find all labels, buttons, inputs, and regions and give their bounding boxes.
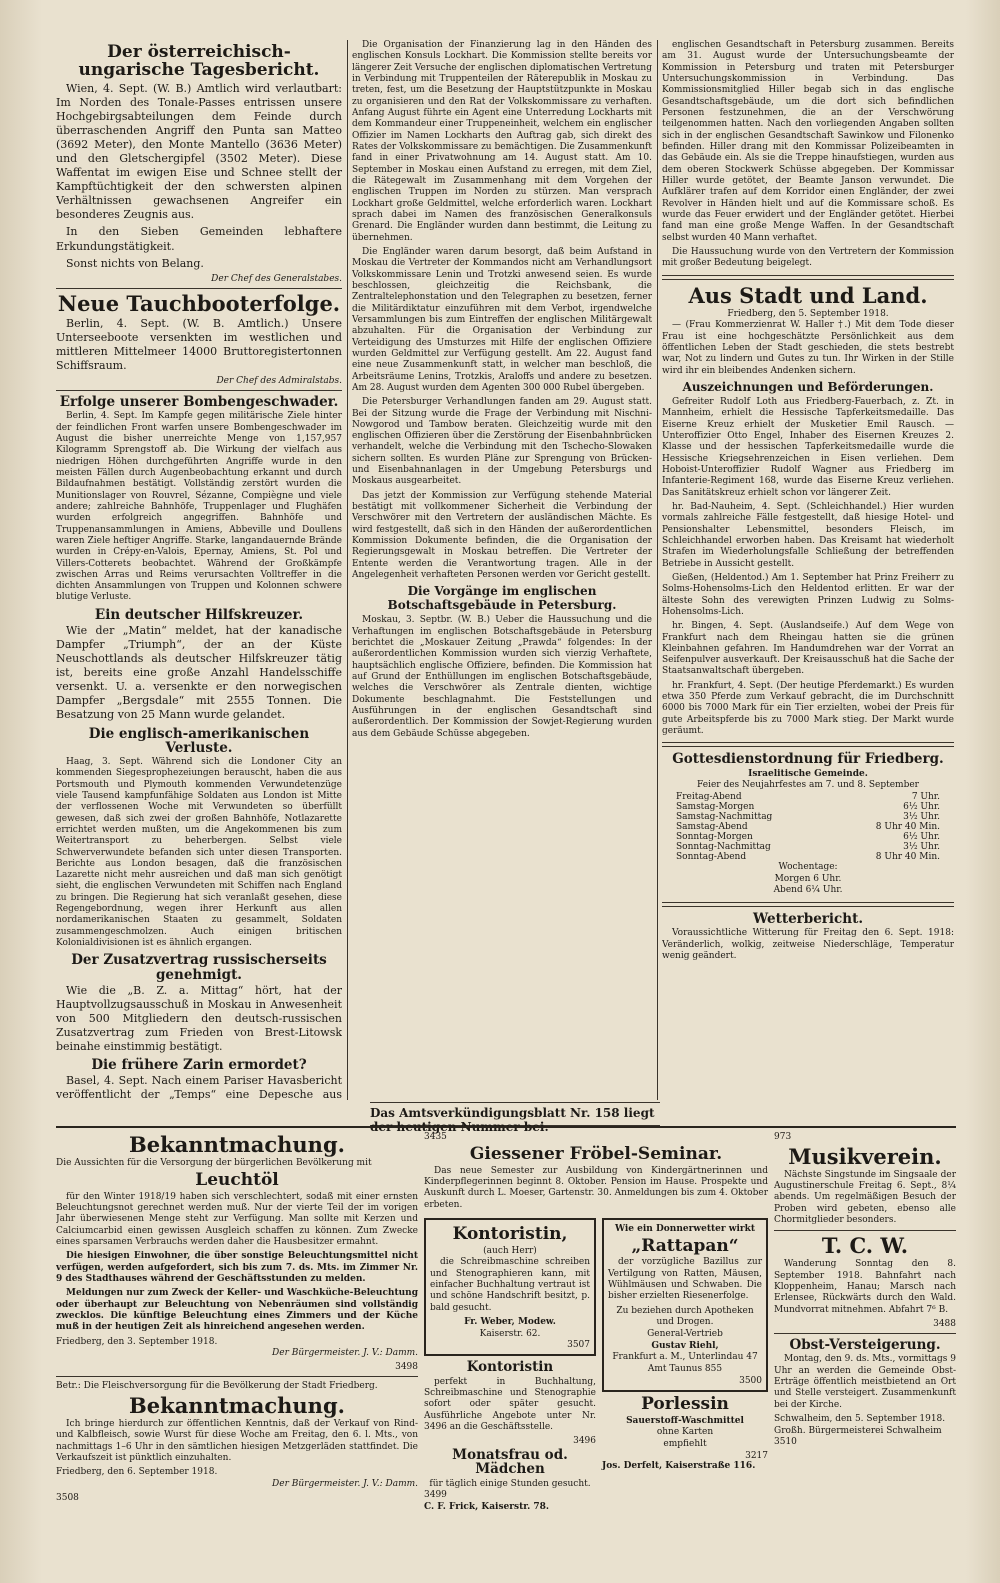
article-text: Die Organisation der Finanzierung lag in den Händen des englischen Konsuls Lockhart. Die Kommission stellte bereits vor längerer Zeit Versuche der englischen diplomatischen Vertretung in Verbindung mit Truppenteilen der Räterepublik in Moskau zu treten, fest, um die Besetzung der Hauptstützpunkte in Moskau zu organisieren und den Rat der Volkskommissare zu verhaften. Anfang August führte ein Agent eine Unterredung Lockharts mit dem Kommandeur einer Truppeneinheit, welchem ein englischer Offizier im Namen Lockharts den Auftrag gab, sich direkt des Rates der Volkskommissare zu bemächtigen. Die Zusammenkunft fand in einer Privatwohnung am 14. August statt. Am 10. September in Moskau einen Aufstand zu erregen, mit dem Ziel, die Rätegewalt im Zusammenhang mit dem Vorgehen der englischen Truppen im Norden zu stürzen. Man versprach Lockhart große Geldmittel, welche erforderlich waren. Lockhart sprach dabei im Namen des französischen Generalkonsuls Grenard. Die Engländer wurden dann bestimmt, die Leitung zu übernehmen.	[352, 40, 652, 243]
ad-title-announcement: Bekanntmachung.	[129, 1132, 345, 1157]
ad-number: 3435	[424, 1132, 447, 1142]
left-margin-shadow	[0, 0, 42, 1583]
divider	[774, 1230, 956, 1231]
article-text: Berlin, 4. Sept. Im Kampfe gegen militärische Ziele hinter der feindlichen Front warfen unsere Bombengeschwader im August die bisher unerreichte Menge von 1,157,957 Kilogramm Sprengstoff ab. Die Wirkung der vielfach aus niedrigen Höhen durchgeführten Angriffe wurde in den meisten Fällen durch Augenbeobachtung erkannt und durch Bildaufnahmen bestätigt. Vollständig zerstört wurden die Munitionslager von Rouvrel, Sézanne, Compiègne und viele andere; zahlreiche Bahnhöfe, Truppenlager und Flughäfen wurden erfolgreich angegriffen. Bahnhöfe und Truppenansammlungen in Amiens, Abbeville und Doullens waren Ziele heftiger Angriffe. Starke, langandauernde Brände wurden in Crépy-en-Valois, Epernay, Amiens, St. Pol und Villers-Cotterets beobachtet. Während der Großkämpfe zwischen Arras und Reims verursachten Volltreffer in die dichten Ansammlungen von Truppen und Kolonnen schwere blutige Verluste.	[56, 411, 342, 603]
service-time: 7 Uhr.	[911, 792, 940, 802]
service-weekday-time: Morgen 6 Uhr.	[774, 873, 842, 884]
ad-text: der vorzügliche Bazillus zur Vertilgung von Ratten, Mäusen, Wühlmäusen und Schwaben. Die bisher erzielten Riesenerfolge.	[608, 1257, 762, 1302]
ad-address: Kaiserstr. 62.	[479, 1328, 541, 1339]
headline-supplementary-treaty: Der Zusatzvertrag russischerseits genehmigt.	[71, 952, 327, 983]
article-text: hr. Bad-Nauheim, 4. Sept. (Schleichhandel.) Hier wurden vormals zahlreiche Fälle festgestellt, daß hiesige Hotel- und Pensionshalter Lebensmittel, besonders Fleisch, im Schleichhandel erworben haben. Das Kreisamt hat wiederholt Strafen im Wiederholungsfalle Schließung der betreffenden Betriebe in Aussicht gestellt.	[662, 501, 954, 569]
service-day: Sonntag-Nachmittag	[676, 842, 771, 852]
article-text: Die Petersburger Verhandlungen fanden am 29. August statt. Bei der Sitzung wurde die Frage der Verbindung mit Nischni-Nowgorod und Tambow beraten. Gleichzeitig wurde mit den englischen Offizieren über die Zerstörung der Eisenbahnbrücken verhandelt, welche die Verbindung mit den Tschecho-Slowaken sichern sollten. Es wurden Pläne zur Sprengung von Brücken- und Eisenbahnanlagen in der Umgebung Petersburgs und Moskaus ausgearbeitet.	[352, 397, 652, 487]
ad-subcolumn	[424, 1214, 596, 1514]
column-rule	[657, 40, 658, 1100]
service-day: Samstag-Abend	[676, 822, 748, 832]
service-time: 6½ Uhr.	[903, 832, 940, 842]
ad-subcolumn	[602, 1214, 768, 1514]
article-text: Gefreiter Rudolf Loth aus Friedberg-Fauerbach, z. Zt. in Mannheim, erhielt die Hessische Tapferkeitsmedaille. Das Eiserne Kreuz erhielt der Musketier Emil Rausch. — Unteroffizier Otto Engel, Inhaber des Eisernen Kreuzes 2. Klasse und der hessischen Tapferkeitsmedaille wurde die Hessische Kriegsehrenzeichen in Eisen verliehen. Dem Hoboist-Unteroffizier Rudolf Wagner aus Friedberg im Infanterie-Regiment 168, wurde das Eiserne Kreuz verliehen. Das Sanitätskreuz erhielt schon vor längerer Zeit.	[662, 396, 954, 498]
ad-text: perfekt in Buchhaltung, Schreibmaschine und Stenographie sofort oder später gesucht. Ausführliche Angebote unter Nr. 3496 an die Geschäftsstelle.	[424, 1376, 596, 1432]
divider	[56, 288, 342, 289]
ad-title-porlessin: Porlessin	[641, 1393, 729, 1414]
subheadline-awards: Auszeichnungen und Beförderungen.	[682, 379, 934, 394]
ad-title-kontoristin: Kontoristin	[466, 1359, 554, 1376]
ad-text: Die hiesigen Einwohner, die über sonstige Beleuchtungsmittel nicht verfügen, werden aufgefordert, sich bis zum 7. ds. Mts. im Zimmer Nr. 9 des Stadthauses während der Geschäftsstunden zu melden.	[56, 1251, 418, 1284]
ad-number: 3217	[745, 1450, 768, 1461]
ad-signature: Großh. Bürgermeisterei Schwalheim	[774, 1425, 942, 1436]
ad-text: ohne Karten	[656, 1427, 714, 1438]
ad-firm: C. F. Frick, Kaiserstr. 78.	[424, 1501, 550, 1512]
article-signature: Der Chef des Admiralstabs.	[216, 376, 342, 387]
ad-address: Frankfurt a. M., Unterlindau 47	[612, 1352, 758, 1363]
service-time-row	[676, 832, 940, 842]
ad-keyword: Leuchtöl	[195, 1169, 279, 1190]
ad-text: Meldungen nur zum Zweck der Keller- und Waschküche-Beleuchtung oder überhaupt zur Beleuchtung von Nebenräumen sind vollständig zwecklos. Die künftige Beleuchtung eines Zimmers und der Küche muß in der heutigen Zeit als hinreichend angesehen werden.	[56, 1288, 418, 1333]
column-2	[352, 40, 652, 1100]
service-weekday-time: Abend 6¼ Uhr.	[773, 885, 843, 896]
headline-submarine-successes: Neue Tauchbooterfolge.	[57, 290, 341, 316]
headline-tsarina-murdered: Die frühere Zarin ermordet?	[91, 1057, 307, 1074]
column-rule	[347, 40, 348, 1100]
service-day: Samstag-Nachmittag	[676, 812, 773, 822]
ad-text: die Schreibmaschine schreiben und Stenographieren kann, mit einfacher Buchhaltung vertraut ist und schöne Handschrift besitzt, p. bald gesucht.	[430, 1257, 590, 1313]
article-text: Die Haussuchung wurde von den Vertretern der Kommission mit großer Bedeutung beigelegt.	[662, 246, 954, 269]
service-time-row	[676, 842, 940, 852]
article-text: Basel, 4. Sept. Nach einem Pariser Havasbericht veröffentlicht der „Temps“ eine Depesche aus	[56, 1074, 342, 1100]
article-text: Berlin, 4. Sept. (W. B. Amtlich.) Unsere Unterseeboote versenkten im westlichen und mittleren Mittelmeer 14000 Bruttoregistertonnen Schiffsraum.	[56, 316, 342, 372]
column-1	[56, 40, 342, 1100]
service-time: 6½ Uhr.	[903, 802, 940, 812]
ad-number: 3500	[739, 1375, 762, 1386]
ad-row	[424, 1214, 768, 1514]
service-time-row	[676, 812, 940, 822]
ad-firm: Gustav Riehl,	[651, 1340, 719, 1351]
headline-auxiliary-cruiser: Ein deutscher Hilfskreuzer.	[94, 606, 304, 623]
ad-number: 3499	[424, 1490, 447, 1501]
ad-title-kontoristin: Kontoristin,	[452, 1223, 568, 1244]
ad-text: Die Aussichten für die Versorgung der bürgerlichen Bevölkerung mit	[56, 1158, 372, 1169]
divider	[662, 742, 954, 747]
article-text: Wie die „B. Z. a. Mittag“ hört, hat der Hauptvollzugsausschuß in Moskau in Anwesenheit von 500 Mitgliedern den deutsch-russischen Zusatzvertrag zum Frieden von Brest-Litowsk beinahe einstimmig bestätigt.	[56, 983, 342, 1054]
service-time: 8 Uhr 40 Min.	[875, 852, 940, 862]
headline-bomber-successes: Erfolge unserer Bombengeschwader.	[59, 394, 339, 411]
column-3	[662, 40, 954, 1100]
ad-date: Friedberg, den 6. September 1918.	[56, 1467, 218, 1478]
article-text: Das jetzt der Kommission zur Verfügung stehende Material bestätigt mit vollkommener Sicherheit die Verbindung der Verschwörer mit den Vertretern der ausländischen Mächte. Es wird festgestellt, daß sich in den Händen der außerordentlichen Kommission Dokumente befinden, die die Organisation der Regierungsgewalt in Moskau betreffen. Die Vertreter der Entente werden die Verantwortung tragen. Alle in der Angelegenheit verhafteten Personen werden vor Gericht gestellt.	[352, 490, 652, 581]
ad-number: 3510	[774, 1437, 797, 1448]
service-day: Samstag-Morgen	[676, 802, 755, 812]
ad-text: empfiehlt	[663, 1439, 707, 1450]
ad-text: Betr.: Die Fleischversorgung für die Bevölkerung der Stadt Friedberg.	[56, 1381, 378, 1392]
divider	[56, 390, 342, 391]
service-day: Freitag-Abend	[676, 792, 742, 802]
notice-official-gazette: Das Amtsverkündigungsblatt Nr. 158 liegt der heutigen Nummer bei.	[370, 1102, 660, 1126]
service-time: 8 Uhr 40 Min.	[875, 822, 940, 832]
article-text: Sonst nichts von Belang.	[66, 256, 204, 270]
service-day: Sonntag-Morgen	[676, 832, 753, 842]
article-text: Moskau, 3. Septbr. (W. B.) Ueber die Haussuchung und die Verhaftungen im englischen Botschaftsgebäude in Petersburg berichtet die „Moskauer Zeitung „Prawda“ folgendes: In der außerordentlichen Kommission wurden sich vierzig Verhaftete, hauptsächlich englische Offiziere, befinden. Die Kommission hat auf Grund der Enthüllungen im englischen Botschaftsgebäude, welches die Verschwörer als Zentrale dienten, wichtige Dokumente beschlagnahmt. Die Feststellungen und Ausführungen in der englischen Gesandtschaft sind außerordentlich. Der Kommission der Sowjet-Regierung wurden aus dem Gebäude Schüsse abgegeben.	[352, 615, 652, 739]
ad-column-right	[774, 1132, 956, 1572]
ad-box-rattapan	[602, 1218, 768, 1392]
ad-text: für täglich einige Stunden gesucht.	[429, 1478, 591, 1489]
article-text: hr. Frankfurt, 4. Sept. (Der heutige Pferdemarkt.) Es wurden etwa 350 Pferde zum Verkauf gebracht, die im Durchschnitt 6000 bis 7000 Mark für ein Tier erzielten, wobei der Preis für gute Arbeitspferde bis zu 7000 Mark stieg. Der Markt wurde geräumt.	[662, 680, 954, 737]
service-time-row	[676, 802, 940, 812]
ad-text: General-Vertrieb	[647, 1329, 723, 1340]
ad-box-kontoristin	[424, 1218, 596, 1357]
ad-firm: Jos. Derfelt, Kaiserstraße 116.	[602, 1460, 756, 1471]
ad-number: 973	[774, 1132, 792, 1142]
article-text: hr. Bingen, 4. Sept. (Auslandseife.) Auf dem Wege von Frankfurt nach dem Rheingau hatten sie die grünen Kleinbahnen gefahren. Im Handumdrehen war der Vorrat an Seifenpulver ausverkauft. Der Kreisausschuß hat die Sache der Staatsanwaltschaft übergeben.	[662, 621, 954, 677]
service-weekday-label: Wochentage:	[778, 862, 838, 872]
ad-title-announcement: Bekanntmachung.	[129, 1392, 345, 1418]
ad-column-left	[56, 1132, 418, 1572]
service-times-list	[662, 792, 954, 862]
section-title-city-and-country: Aus Stadt und Land.	[688, 282, 928, 308]
ad-number: 3507	[567, 1340, 590, 1351]
ad-title-music-club: Musikverein.	[788, 1143, 942, 1169]
ad-date: Friedberg, den 3. September 1918.	[56, 1336, 218, 1347]
article-text: englischen Gesandtschaft in Petersburg zusammen. Bereits am 31. August wurde der Untersuchungsbeamte der Kommission in Petersburg und traten mit Petersburger Untersuchungskommission in Verbindung. Das Kommissionsmitglied Hiller begab sich in das englische Gesandtschaftsgebäude, um die dort sich befindlichen Personen festzunehmen, die an der Verschwörung teilgenommen hatten. Nach den vorliegenden Angaben sollten sich in der englischen Gesandtschaft Sawinkow und Filonenko befinden. Hiller drang mit den Kommissar Polizeibeamten in das Gebäude ein. Als sie die Treppe hinaufstiegen, wurden aus dem oberen Stockwerk Schüsse abgegeben. Der Kommissar Hiller wurde getötet, der Beamte Janson verwundet. Die Aufklärer trafen auf dem Korridor einen Engländer, der zwei Revolver in Händen hielt und auf die Kommissare schoß. Es wurde das Feuer erwidert und der Engländer getötet. Hierbei fand man eine große Menge Waffen. In der Gesandtschaft selbst wurden 40 Mann verhaftet.	[662, 40, 954, 243]
ad-text: Montag, den 9. ds. Mts., vormittags 9 Uhr an werden die Gemeinde Obst-Erträge öffentlich meistbietend an Ort und Stelle versteigert. Zusammenkunft bei der Kirche.	[774, 1354, 956, 1410]
ad-text: Zu beziehen durch Apotheken und Drogen.	[616, 1305, 754, 1328]
ad-number: 3496	[573, 1436, 596, 1447]
ad-number: 3498	[395, 1362, 418, 1373]
service-time: 3½ Uhr.	[903, 812, 940, 822]
divider	[774, 1333, 956, 1334]
article-text: — (Frau Kommerzienrat W. Haller †.) Mit dem Tode dieser Frau ist eine hochgeschätzte Persönlichkeit aus dem öffentlichen Leben der Stadt geschieden, die stets bestrebt war, Not zu lindern und Gutes zu tun. Ihr Wirken in der Stille wird ihr ein bleibendes Andenken sichern.	[662, 320, 954, 376]
service-time: 3½ Uhr.	[903, 842, 940, 852]
ad-number: 3508	[56, 1492, 79, 1503]
dateline: Friedberg, den 5. September 1918.	[727, 308, 889, 319]
section-title-weather: Wetterbericht.	[752, 911, 864, 928]
ad-text: Wie ein Donnerwetter wirkt	[614, 1223, 756, 1234]
service-time-row	[676, 792, 940, 802]
ad-text: für den Winter 1918/19 haben sich verschlechtert, sodaß mit einer ernsten Beleuchtungsnot gerechnet werden muß. Nur der vierte Teil der im vorigen Jahr überwiesenen Menge steht zur Verfügung. Man sollte mit Kerzen und Calciumcarbid einen gewissen Ausgleich schaffen zu können. Zum Zwecke eines sparsamen Verbrauchs werden daher die Hausbesitzer ermahnt.	[56, 1191, 418, 1247]
ad-signature: Der Bürgermeister. J. V.: Damm.	[272, 1478, 418, 1489]
subheadline-petersburg-embassy: Die Vorgänge im englischen Botschaftsgebäude in Petersburg.	[387, 584, 617, 613]
article-text: Wien, 4. Sept. (W. B.) Amtlich wird verlautbart: Im Norden des Tonale-Passes entrissen unsere Hochgebirgsabteilungen dem Feinde durch überraschenden Angriff den Punta san Matteo (3692 Meter), den Monte Mantello (3636 Meter) und den Gletschergipfel (3502 Meter). Diese Waffentat im ewigen Eise und Schnee stellt der Kampftüchtigkeit der den schwersten alpinen Verhältnissen gewachsenen Angreifer ein besonderes Zeugnis aus.	[56, 81, 342, 222]
ad-column-middle	[424, 1132, 768, 1572]
ad-phone: Amt Taunus 855	[647, 1364, 723, 1375]
ad-text: Wanderung Sonntag den 8. September 1918. Bahnfahrt nach Kloppenheim, Hanau; Marsch nach Erlensee, Rückwärts durch den Wald. Mundvorrat mitnehmen. Abfahrt 7⁶ B.	[774, 1259, 956, 1315]
service-subtitle: Israelitische Gemeinde.	[748, 768, 868, 779]
ad-firm: Fr. Weber, Modew.	[464, 1317, 556, 1328]
headline-anglo-american-losses: Die englisch-amerikanischen Verluste.	[88, 725, 310, 756]
divider	[56, 1376, 418, 1377]
ad-text: Ich bringe hierdurch zur öffentlichen Kenntnis, daß der Verkauf von Rind- und Kalbfleisch, sowie Wurst für diese Woche am Freitag, den 6. l. Mts., von nachmittags 1–6 Uhr in den sämtlichen hiesigen Metzgerläden stattfindet. Die Verkaufszeit ist pünktlich einzuhalten.	[56, 1418, 418, 1463]
right-margin-shadow	[966, 0, 1000, 1583]
article-signature: Der Chef des Generalstabes.	[211, 273, 342, 284]
article-text: Wie der „Matin“ meldet, hat der kanadische Dampfer „Triumph“, der an der Küste Neuschottlands als deutscher Hilfskreuzer tätig ist, bereits eine große Anzahl Handelsschiffe versenkt. U. a. versenkte er den norwegischen Dampfer „Bergsdale“ mit 2555 Tonnen. Die Besatzung von 25 Mann wurde gelandet.	[56, 623, 342, 722]
divider	[662, 275, 954, 280]
divider	[662, 902, 954, 907]
service-intro: Feier des Neujahrfestes am 7. und 8. September	[697, 780, 919, 791]
service-time-row	[676, 852, 940, 862]
article-text: In den Sieben Gemeinden lebhaftere Erkundungstätigkeit.	[56, 225, 342, 253]
ad-text: Sauerstoff-Waschmittel	[626, 1415, 744, 1426]
section-title-service-schedule: Gottesdienstordnung für Friedberg.	[672, 751, 944, 768]
headline-austro-hungarian-report: Der österreichisch-ungarische Tagesbericht.	[78, 42, 320, 80]
article-text: Haag, 3. Sept. Während sich die Londoner City an kommenden Siegesprophezeiungen berauscht, haben die aus Portsmouth und Plymouth kommenden Verwundetenzüge viele Tausend kampfunfähige Soldaten aus London ist Mitte der verflossenen Woche mit Verwundeten so überfüllt gewesen, daß sich zwei der großen Bahnhöfe, Notlazarette errichtet werden mußten, um die Angekommenen bis zum Weitertransport zu beherbergen. Selbst viele Schwerverwundete befanden sich unter diesen Transporten. Berichte aus London besagen, daß die französischen Lazarette nicht mehr ausreichen und daß man sich genötigt sieht, die englischen Verwundeten mit Schiffen nach England zu bringen. Die Regierung hat sich veranlaßt gesehen, diese Regengebordnung, wegen ihrer Herkunft aus allen nordamerikanischen Staaten zu gesammelt, Soldaten zusammengeschmolzen. Auch einigen britischen Kolonialdivisionen ist es ähnlich ergangen.	[56, 756, 342, 949]
ad-number: 3488	[933, 1319, 956, 1330]
ad-text: Das neue Semester zur Ausbildung von Kindergärtnerinnen und Kinderpflegerinnen beginnt 8. Oktober. Pension im Hause. Prospekte und Auskunft durch L. Moeser, Gartenstr. 30. Anmeldungen bis zum 4. Oktober erbeten.	[424, 1165, 768, 1210]
article-text: Die Engländer waren darum besorgt, daß beim Aufstand in Moskau die Vertreter der Kommandos nicht am Verhandlungsort Volkskommissare Lenin und Trotzki anwesend seien. Es wurde beschlossen, gleichzeitig die Reichsbank, die Zentraltelephonstation und den Telegraphen zu besetzen, ferner die Militärdiktatur einzuführen mit dem Verbot, irgendwelche Versammlungen bis zum Eintreffen der englischen Militärgewalt abzuhalten. Für die Organisation der Verbindung zur Verteidigung des Umsturzes mit Hilfe der englischen Offiziere wurden Geldmittel zur Verfügung gestellt. Am 22. August fand eine neue Zusammenkunft statt, in welcher man beschloß, die Arbeitsräume Lenins, Trotzkis, Araloffs und andere zu besetzen. Am 28. August wurden dem Agenten 300 000 Rubel übergeben.	[352, 246, 652, 393]
ad-title-tcw: T. C. W.	[821, 1233, 909, 1259]
ad-title-rattapan: „Rattapan“	[631, 1235, 739, 1256]
ad-text: (auch Herr)	[483, 1245, 537, 1256]
ad-text: Nächste Singstunde im Singsaale der Augustinerschule Freitag 6. Sept., 8¼ abends. Um regelmäßigen Besuch der Proben wird gebeten, ebenso alle Chormitglieder besonders.	[774, 1169, 956, 1226]
ad-title-fruit-auction: Obst-Versteigerung.	[789, 1337, 941, 1354]
service-day: Sonntag-Abend	[676, 852, 747, 862]
ad-title-froebel-seminar: Giessener Fröbel-Seminar.	[469, 1143, 723, 1164]
ad-date: Schwalheim, den 5. September 1918.	[774, 1413, 946, 1424]
service-time-row	[676, 822, 940, 832]
article-text: Gießen, (Heldentod.) Am 1. September hat Prinz Freiherr zu Solms-Hohensolms-Lich den Heldentod erlitten. Er war der älteste Sohn des verewigten Prinzen Ludwig zu Solms-Hohensolms-Lich.	[662, 572, 954, 617]
ad-signature: Der Bürgermeister. J. V.: Damm.	[272, 1348, 418, 1359]
ad-title-monthly-maid: Monatsfrau od. Mädchen	[452, 1447, 568, 1478]
advertisement-section	[56, 1126, 956, 1580]
weather-text: Voraussichtliche Witterung für Freitag den 6. Sept. 1918: Veränderlich, wolkig, zeitweise Niederschläge, Temperatur wenig geändert.	[662, 928, 954, 961]
